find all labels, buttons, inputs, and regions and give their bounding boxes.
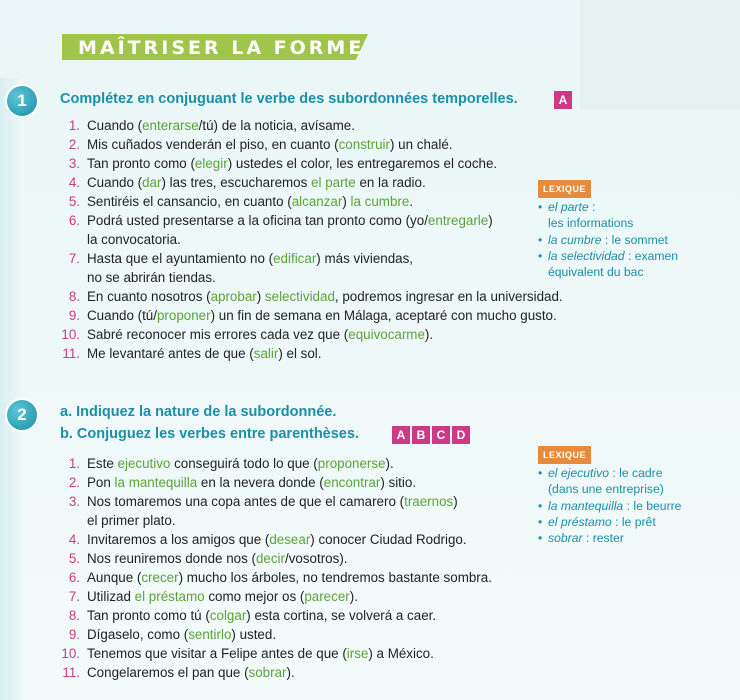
item-text: ). — [385, 456, 394, 471]
exercise-2-list — [58, 454, 492, 682]
lexique-sep: : le cadre — [608, 466, 663, 481]
verb-hint: salir — [253, 346, 279, 361]
item-number: 7. — [68, 251, 80, 266]
lexique-definition: (dans une entreprise) — [548, 482, 664, 497]
lexique-sep: : examen — [624, 248, 679, 263]
item-text: Utilizad — [87, 589, 135, 604]
list-item — [58, 625, 492, 644]
item-text: ) un chalé. — [389, 137, 453, 152]
verb-hint: edificar — [273, 251, 317, 266]
item-number: 4. — [68, 175, 80, 190]
item-text: ). — [424, 327, 434, 342]
lexique-term: la mantequilla — [548, 498, 624, 513]
verb-hint: el parte — [311, 175, 356, 190]
verb-hint: crecer — [141, 570, 179, 585]
item-text: Invitaremos a los amigos que ( — [87, 532, 270, 547]
list-item — [58, 249, 563, 268]
verb-hint: ejecutivo — [117, 456, 171, 471]
item-number: 8. — [68, 608, 80, 623]
lexique-tag: LEXIQUE — [538, 446, 591, 464]
item-text: Pon — [87, 475, 115, 490]
list-item — [58, 473, 492, 492]
exercise-1-badges — [552, 91, 572, 110]
list-item — [58, 325, 563, 344]
verb-hint: la cumbre — [350, 194, 410, 209]
list-item — [58, 644, 492, 663]
bullet: • — [538, 248, 543, 263]
item-text: el primer plato. — [87, 513, 176, 528]
item-text: ) las tres, escucharemos — [161, 175, 312, 190]
lexique-sep: : rester — [582, 531, 624, 546]
item-text: Nos reuniremos donde nos ( — [87, 551, 256, 566]
item-number: 1. — [68, 118, 80, 133]
lexique-term: el préstamo — [548, 514, 612, 529]
verb-hint: selectividad — [264, 289, 335, 304]
item-number: 9. — [68, 308, 80, 323]
verb-hint: el préstamo — [134, 589, 205, 604]
decorative-block — [580, 0, 740, 110]
lexique-sep: : le sommet — [601, 232, 668, 247]
lexique-entry — [538, 498, 681, 514]
verb-hint: enterarse — [142, 118, 199, 133]
item-text: ) ustedes el color, les entregaremos el coche. — [227, 156, 498, 171]
item-text: como mejor os ( — [204, 589, 305, 604]
item-text: ). — [286, 665, 295, 680]
list-item — [58, 135, 563, 154]
exercise-2-badges — [390, 426, 470, 445]
lexique-sep: : le prêt — [611, 514, 656, 529]
level-badge: A — [392, 426, 410, 444]
lexique-tag: LEXIQUE — [538, 180, 591, 198]
lexique-entry — [538, 465, 681, 481]
list-item — [58, 549, 492, 568]
left-margin-bar — [0, 78, 24, 700]
item-number: 5. — [68, 194, 80, 209]
list-item — [58, 211, 563, 230]
item-text: Tan pronto como ( — [87, 156, 195, 171]
level-badge: B — [412, 426, 430, 444]
verb-hint: construir — [338, 137, 390, 152]
item-text: ) a México. — [368, 646, 434, 661]
lexique-entry — [538, 199, 678, 215]
verb-hint: alcanzar — [291, 194, 343, 209]
lexique-term: sobrar — [548, 531, 583, 546]
item-text: ). — [349, 589, 358, 604]
verb-hint: sobrar — [248, 665, 287, 680]
list-item — [58, 568, 492, 587]
item-text: ) sitio. — [380, 475, 417, 490]
exercise-1-instruction: Complétez en conjuguant le verbe des subordonnées temporelles. — [60, 91, 518, 107]
item-number: 7. — [68, 589, 80, 604]
verb-hint: proponer — [156, 308, 211, 323]
item-number: 11. — [62, 346, 80, 361]
exercise-1-list — [58, 116, 563, 363]
item-text: Dígaselo, como ( — [87, 627, 189, 642]
item-number: 4. — [68, 532, 80, 547]
item-text: En cuanto nosotros ( — [87, 289, 211, 304]
list-item — [58, 454, 492, 473]
bullet: • — [538, 232, 543, 247]
item-text: /vosotros). — [285, 551, 348, 566]
lexique-sep: : — [588, 200, 596, 215]
item-text: Podrá usted presentarse a la oficina tan pronto como (yo/ — [87, 213, 428, 228]
item-number: 11. — [62, 665, 80, 680]
item-text: la convocatoria. — [87, 232, 181, 247]
verb-hint: proponerse — [317, 456, 386, 471]
lexique-box-1 — [538, 180, 678, 280]
item-text: en la nevera donde ( — [197, 475, 324, 490]
list-item — [58, 663, 492, 682]
item-text: ) mucho los árboles, no tendremos bastante sombra. — [178, 570, 492, 585]
lexique-sep: : le beurre — [623, 498, 682, 513]
verb-hint: entregarle — [427, 213, 489, 228]
item-number: 2. — [68, 137, 80, 152]
lexique-entry — [538, 514, 681, 530]
lexique-term: el parte — [548, 200, 589, 215]
item-text: ) un fin de semana en Málaga, aceptaré con mucho gusto. — [210, 308, 557, 323]
list-item — [58, 287, 563, 306]
item-text: Tan pronto como tú ( — [87, 608, 210, 623]
lexique-definition: équivalent du bac — [548, 265, 644, 280]
item-number: 10. — [61, 646, 80, 661]
item-text: Sabré reconocer mis errores cada vez que ( — [87, 327, 349, 342]
verb-hint: sentirlo — [188, 627, 232, 642]
item-text: ) más viviendas, — [316, 251, 414, 266]
item-text: Me levantaré antes de que ( — [87, 346, 254, 361]
verb-hint: la mantequilla — [114, 475, 198, 490]
item-number: 9. — [68, 627, 80, 642]
bullet: • — [538, 531, 543, 546]
item-text: no se abrirán tiendas. — [87, 270, 216, 285]
level-badge: D — [452, 426, 470, 444]
item-text: /tú) de la noticia, avísame. — [198, 118, 355, 133]
verb-hint: aprobar — [210, 289, 257, 304]
exercise-2-instruction-b: b. Conjuguez les verbes entre parenthèses. — [60, 426, 359, 442]
item-text: Cuando (tú/ — [87, 308, 157, 323]
verb-hint: colgar — [209, 608, 247, 623]
verb-hint: encontrar — [323, 475, 381, 490]
level-badge: C — [432, 426, 450, 444]
item-text: Nos tomaremos una copa antes de que el camarero ( — [87, 494, 405, 509]
item-number: 3. — [68, 156, 80, 171]
item-text: ) — [342, 194, 351, 209]
verb-hint: equivocarme — [348, 327, 425, 342]
item-text: , podremos ingresar en la universidad. — [334, 289, 563, 304]
verb-hint: elegir — [194, 156, 228, 171]
item-text: Congelaremos el pan que ( — [87, 665, 249, 680]
list-item — [58, 306, 563, 325]
lexique-definition: les informations — [548, 216, 634, 231]
item-number: 5. — [68, 551, 80, 566]
list-item — [58, 492, 492, 511]
lexique-box-2 — [538, 446, 681, 546]
item-text: ) conocer Ciudad Rodrigo. — [310, 532, 467, 547]
item-number: 3. — [68, 494, 80, 509]
verb-hint: desear — [269, 532, 311, 547]
bullet: • — [538, 200, 543, 215]
item-text: ) usted. — [231, 627, 277, 642]
lexique-entry — [538, 248, 678, 264]
list-item — [58, 192, 563, 211]
lexique-entry — [538, 530, 681, 546]
item-text: en la radio. — [355, 175, 426, 190]
exercise-1-number: 1 — [7, 86, 37, 116]
item-text: ) esta cortina, se volverá a caer. — [246, 608, 437, 623]
item-text: conseguirá todo lo que ( — [170, 456, 318, 471]
lexique-term: la cumbre — [548, 232, 602, 247]
exercise-2-number: 2 — [7, 400, 37, 430]
item-text: ) — [488, 213, 493, 228]
list-item — [58, 344, 563, 363]
item-number: 6. — [68, 570, 80, 585]
item-text: Hasta que el ayuntamiento no ( — [87, 251, 274, 266]
list-item — [58, 154, 563, 173]
bullet: • — [538, 514, 543, 529]
list-item — [58, 606, 492, 625]
item-number: 8. — [68, 289, 80, 304]
item-text: Sentiréis el cansancio, en cuanto ( — [87, 194, 292, 209]
list-item — [58, 230, 563, 249]
list-item — [58, 587, 492, 606]
verb-hint: parecer — [304, 589, 350, 604]
verb-hint: traernos — [404, 494, 454, 509]
section-title: MAÎTRISER LA FORME — [78, 37, 365, 59]
item-number: 6. — [68, 213, 80, 228]
item-text: ) el sol. — [278, 346, 322, 361]
lexique-term: la selectividad — [548, 248, 625, 263]
list-item — [58, 268, 563, 287]
list-item — [58, 511, 492, 530]
bullet: • — [538, 466, 543, 481]
exercise-2-instruction-a: a. Indiquez la nature de la subordonnée. — [60, 404, 337, 420]
verb-hint: decir — [255, 551, 285, 566]
item-text: Este — [87, 456, 118, 471]
item-text: . — [409, 194, 414, 209]
item-text: Aunque ( — [87, 570, 142, 585]
level-badge: A — [554, 91, 572, 109]
item-number: 2. — [68, 475, 80, 490]
list-item — [58, 530, 492, 549]
item-number: 1. — [68, 456, 80, 471]
item-number: 10. — [61, 327, 80, 342]
lexique-term: el ejecutivo — [548, 466, 609, 481]
verb-hint: dar — [142, 175, 162, 190]
item-text: Cuando ( — [87, 175, 143, 190]
item-text: ) — [256, 289, 265, 304]
verb-hint: irse — [346, 646, 369, 661]
item-text: ) — [453, 494, 458, 509]
list-item — [58, 116, 563, 135]
list-item — [58, 173, 563, 192]
item-text: Tenemos que visitar a Felipe antes de que ( — [87, 646, 347, 661]
bullet: • — [538, 498, 543, 513]
lexique-entry — [538, 232, 678, 248]
item-text: Cuando ( — [87, 118, 143, 133]
item-text: Mis cuñados venderán el piso, en cuanto ( — [87, 137, 339, 152]
